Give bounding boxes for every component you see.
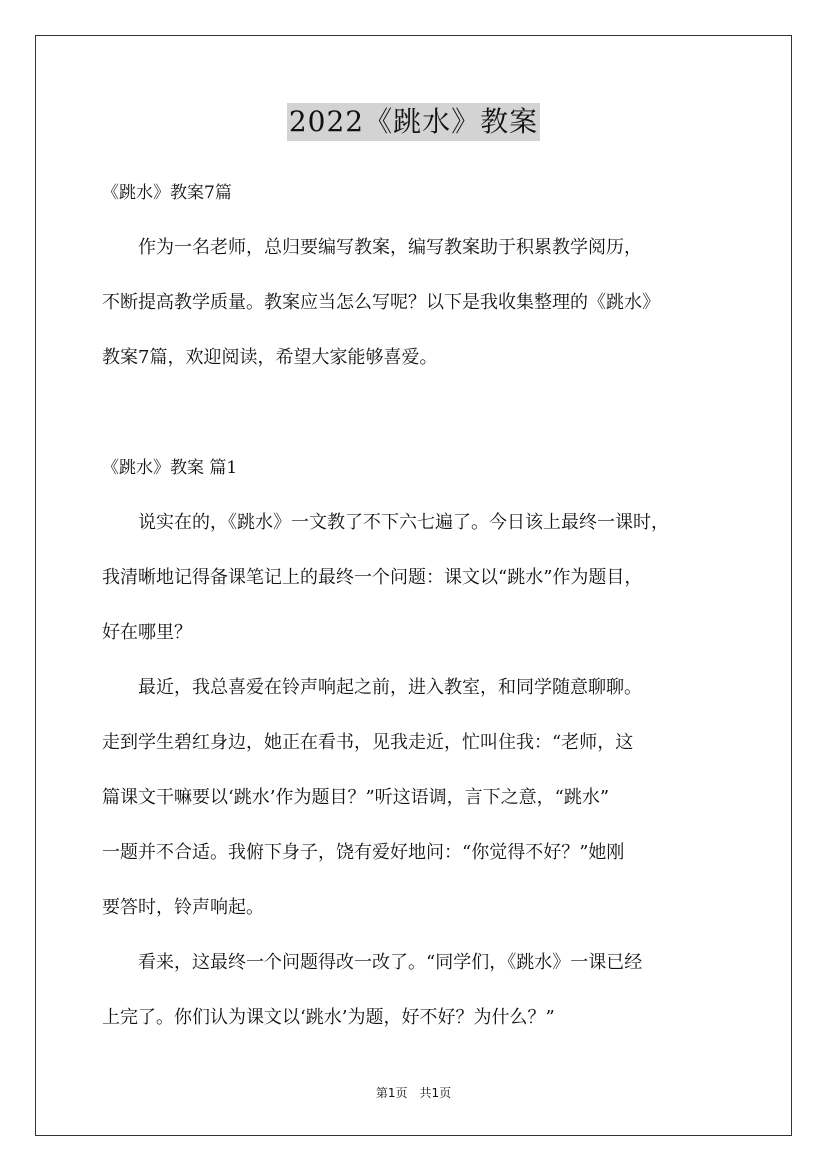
- paragraph-line: 走到学生碧红身边，她正在看书，见我走近，忙叫住我：“老师，这: [102, 732, 634, 753]
- document-title: 2022《跳水》教案: [287, 103, 540, 141]
- paragraph-line: 我清晰地记得备课笔记上的最终一个问题：课文以“跳水”作为题目，: [102, 567, 643, 588]
- intro-line: 不断提高教学质量。教案应当怎么写呢？以下是我收集整理的《跳水》: [102, 292, 660, 313]
- document-subtitle: 《跳水》教案7篇: [102, 183, 232, 203]
- paragraph-line: 说实在的，《跳水》一文教了不下六七遍了。今日该上最终一课时，: [102, 512, 669, 533]
- paragraph-line: 最近，我总喜爱在铃声响起之前，进入教室，和同学随意聊聊。: [102, 677, 642, 698]
- paragraph-line: 上完了。你们认为课文以‘跳水’为题，好不好？为什么？”: [102, 1007, 555, 1028]
- paragraph-line: 篇课文干嘛要以‘跳水’作为题目？”听这语调，言下之意，“跳水”: [102, 787, 610, 808]
- paragraph-line: 一题并不合适。我俯下身子，饶有爱好地问：“你觉得不好？”她刚: [102, 842, 625, 863]
- paragraph-line: 好在哪里？: [102, 622, 192, 643]
- section-heading: 《跳水》教案 篇1: [102, 458, 238, 478]
- intro-line: 作为一名老师，总归要编写教案，编写教案助于积累教学阅历，: [102, 237, 642, 258]
- title-container: [0, 103, 827, 141]
- page-footer: 第1页 共1页: [375, 1086, 452, 1100]
- paragraph-line: 看来，这最终一个问题得改一改了。“同学们，《跳水》一课已经: [102, 952, 643, 973]
- intro-line: 教案7篇，欢迎阅读，希望大家能够喜爱。: [102, 347, 438, 368]
- paragraph-line: 要答时，铃声响起。: [102, 897, 264, 918]
